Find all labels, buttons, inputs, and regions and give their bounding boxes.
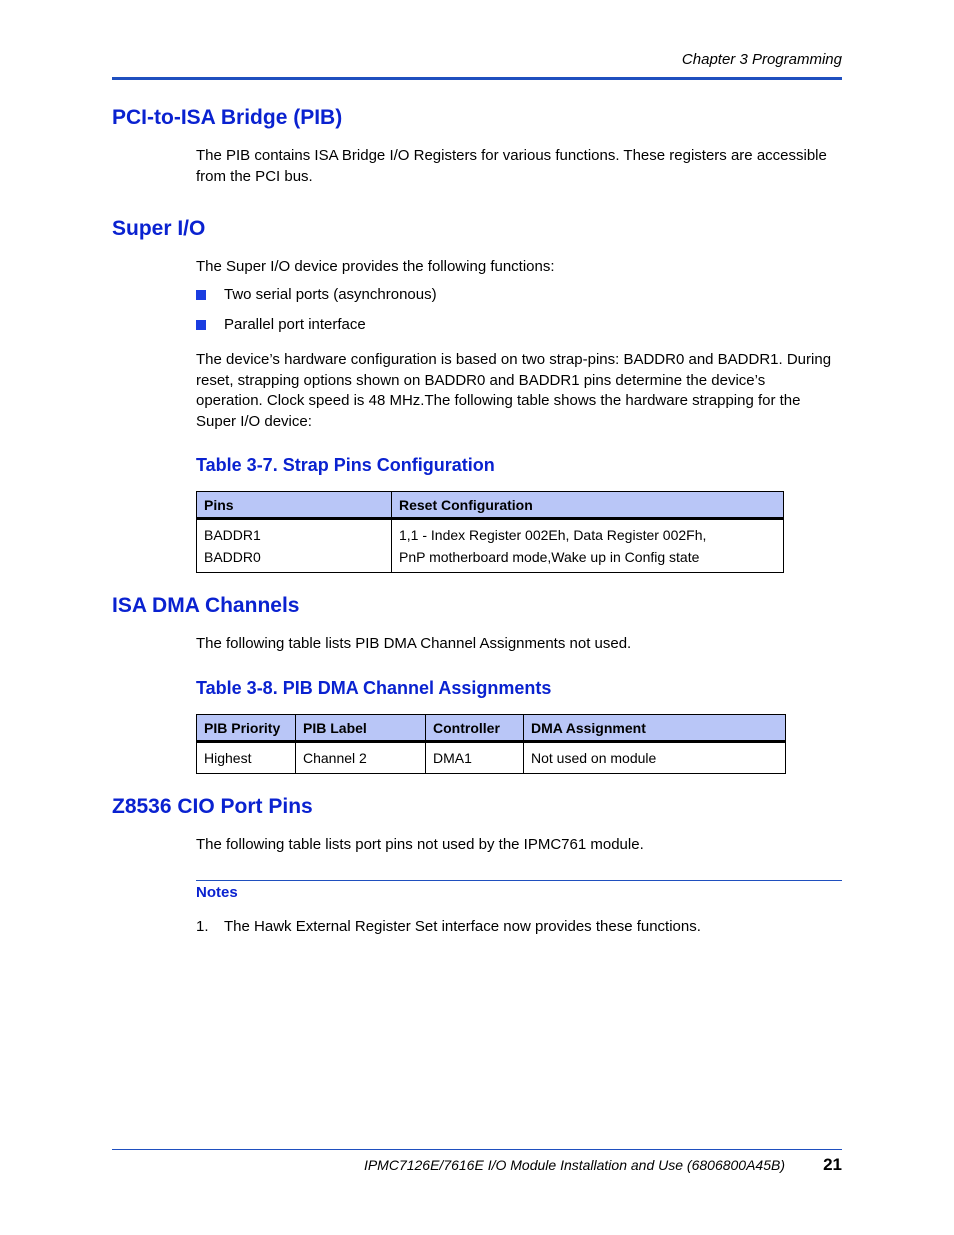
bullet-square-icon bbox=[196, 320, 206, 330]
table-3-7-caption: Table 3-7. Strap Pins Configuration bbox=[196, 455, 495, 475]
table-row bbox=[197, 519, 784, 573]
super-io-line-3: operation. Clock speed is 48 MHz.The following table shows the hardware strapping for the bbox=[196, 392, 801, 409]
pins-cell bbox=[197, 519, 392, 573]
column-header-pins: Pins bbox=[197, 492, 392, 519]
table-header-row bbox=[197, 715, 786, 742]
strap-pins-table bbox=[196, 491, 784, 573]
notes-title: Notes bbox=[196, 884, 238, 901]
pin-name: BADDR1 bbox=[204, 527, 261, 543]
column-header-pib-priority: PIB Priority bbox=[197, 715, 296, 742]
note-number: 1. bbox=[196, 918, 209, 935]
footer-rule bbox=[112, 1149, 842, 1150]
column-header-pib-label: PIB Label bbox=[296, 715, 426, 742]
isa-dma-paragraph: The following table lists PIB DMA Channel Assignments not used. bbox=[196, 635, 632, 652]
pib-paragraph bbox=[196, 146, 844, 187]
footer-doc-title: IPMC7126E/7616E I/O Module Installation and Use (6806800A45B) bbox=[363, 1157, 785, 1173]
bullet-item bbox=[196, 286, 437, 303]
running-header: Chapter 3 Programming bbox=[681, 51, 842, 68]
table-cell: Highest bbox=[197, 742, 296, 774]
config-line: PnP motherboard mode,Wake up in Config state bbox=[399, 549, 700, 565]
heading-super-io: Super I/O bbox=[112, 217, 206, 240]
column-header-reset-config: Reset Configuration bbox=[392, 492, 784, 519]
page-number: 21 bbox=[823, 1155, 842, 1174]
super-io-intro: The Super I/O device provides the following functions: bbox=[196, 258, 555, 275]
table-cell: Not used on module bbox=[524, 742, 786, 774]
bullet-square-icon bbox=[196, 290, 206, 300]
pin-name: BADDR0 bbox=[204, 549, 261, 565]
table-cell: Channel 2 bbox=[296, 742, 426, 774]
dma-channel-table bbox=[196, 714, 786, 774]
note-text: The Hawk External Register Set interface now provides these functions. bbox=[224, 918, 701, 935]
notes-rule bbox=[196, 880, 842, 881]
column-header-dma-assignment: DMA Assignment bbox=[524, 715, 786, 742]
table-row bbox=[197, 742, 786, 774]
super-io-line-1: The device’s hardware configuration is based on two strap-pins: BADDR0 and BADDR1. During bbox=[196, 351, 832, 368]
bullet-text: Parallel port interface bbox=[224, 316, 366, 333]
config-line: 1,1 - Index Register 002Eh, Data Register 002Fh, bbox=[399, 527, 707, 543]
column-header-controller: Controller bbox=[426, 715, 524, 742]
note-item bbox=[196, 918, 701, 935]
reset-config-cell bbox=[392, 519, 784, 573]
bullet-text: Two serial ports (asynchronous) bbox=[224, 286, 437, 303]
pib-line-2: from the PCI bus. bbox=[196, 167, 313, 185]
table-3-8-caption: Table 3-8. PIB DMA Channel Assignments bbox=[196, 678, 552, 698]
pib-line-1: The PIB contains ISA Bridge I/O Registers for various functions. These registers are accessible bbox=[196, 147, 827, 164]
super-io-paragraph bbox=[196, 350, 844, 432]
super-io-line-2: reset, strapping options shown on BADDR0 and BADDR1 pins determine the device’s bbox=[196, 371, 766, 389]
table-cell: DMA1 bbox=[426, 742, 524, 774]
heading-pib: PCI-to-ISA Bridge (PIB) bbox=[112, 106, 343, 129]
super-io-line-4: Super I/O device: bbox=[196, 412, 312, 430]
header-rule bbox=[112, 77, 842, 80]
z8536-paragraph: The following table lists port pins not used by the IPMC761 module. bbox=[196, 836, 644, 853]
table-header-row bbox=[197, 492, 784, 519]
heading-isa-dma: ISA DMA Channels bbox=[112, 594, 300, 617]
heading-z8536: Z8536 CIO Port Pins bbox=[112, 795, 313, 818]
bullet-item bbox=[196, 316, 366, 333]
